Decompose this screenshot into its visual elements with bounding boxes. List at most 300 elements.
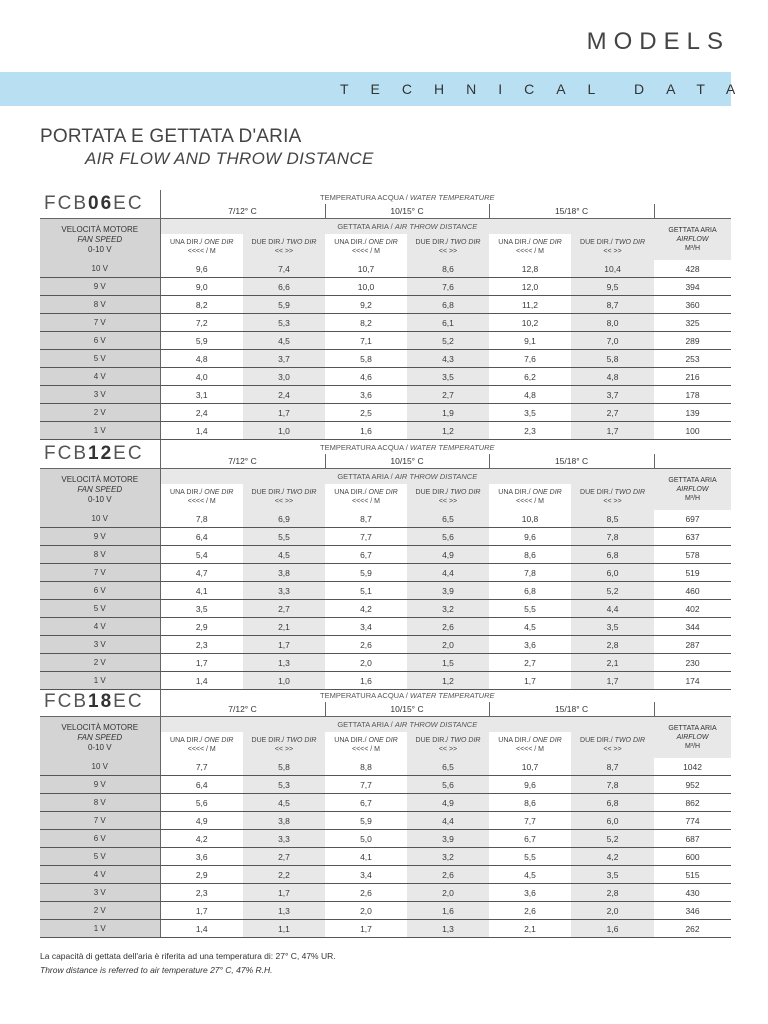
table-row bbox=[40, 672, 731, 690]
two-dir-cell: 3,5 bbox=[407, 368, 489, 386]
model-prefix: FCB bbox=[44, 443, 88, 464]
model-suffix: EC bbox=[113, 443, 144, 464]
fan-speed-cell: 1 V bbox=[40, 920, 160, 938]
one-dir-cell: 3,6 bbox=[325, 386, 407, 404]
one-dir-cell: 9,6 bbox=[489, 528, 571, 546]
two-dir-cell: 4,5 bbox=[243, 546, 325, 564]
one-dir-cell: 3,4 bbox=[325, 618, 407, 636]
two-dir-cell: 4,5 bbox=[243, 332, 325, 350]
two-dir-header: DUE DIR./ TWO DIR << >> bbox=[407, 234, 489, 260]
two-dir-cell: 7,8 bbox=[571, 776, 654, 794]
one-dir-header: UNA DIR./ ONE DIR <<<< / M bbox=[325, 234, 407, 260]
one-dir-cell: 4,9 bbox=[160, 812, 243, 830]
airflow-cell: 262 bbox=[654, 920, 731, 938]
two-dir-cell: 1,7 bbox=[243, 404, 325, 422]
one-dir-cell: 9,2 bbox=[325, 296, 407, 314]
one-dir-cell: 3,1 bbox=[160, 386, 243, 404]
table-row bbox=[40, 902, 731, 920]
two-dir-cell: 6,5 bbox=[407, 758, 489, 776]
two-dir-cell: 6,0 bbox=[571, 564, 654, 582]
one-dir-header: UNA DIR./ ONE DIR <<<< / M bbox=[160, 484, 243, 510]
two-dir-cell: 3,3 bbox=[243, 830, 325, 848]
one-dir-cell: 7,8 bbox=[160, 510, 243, 528]
two-dir-cell: 5,6 bbox=[407, 528, 489, 546]
one-dir-cell: 7,7 bbox=[489, 812, 571, 830]
one-dir-cell: 9,6 bbox=[489, 776, 571, 794]
two-dir-cell: 6,9 bbox=[243, 510, 325, 528]
throw-table-fcb06ec bbox=[40, 190, 731, 440]
one-dir-cell: 3,5 bbox=[489, 404, 571, 422]
footnote-italian: La capacità di gettata dell'aria è riferita ad una temperatura di: 27° C, 47% UR. bbox=[40, 951, 336, 961]
fan-speed-cell: 3 V bbox=[40, 386, 160, 404]
fan-speed-cell: 3 V bbox=[40, 884, 160, 902]
one-dir-cell: 5,1 bbox=[325, 582, 407, 600]
two-dir-cell: 4,4 bbox=[571, 600, 654, 618]
table-row bbox=[40, 830, 731, 848]
airflow-cell: 253 bbox=[654, 350, 731, 368]
two-dir-cell: 2,7 bbox=[407, 386, 489, 404]
fan-speed-cell: 6 V bbox=[40, 582, 160, 600]
one-dir-cell: 1,4 bbox=[160, 920, 243, 938]
fan-speed-cell: 9 V bbox=[40, 528, 160, 546]
two-dir-header: DUE DIR./ TWO DIR << >> bbox=[571, 234, 654, 260]
airflow-cell: 774 bbox=[654, 812, 731, 830]
models-header: MODELS bbox=[586, 28, 730, 55]
airflow-cell: 460 bbox=[654, 582, 731, 600]
model-number: 06 bbox=[88, 193, 114, 214]
two-dir-cell: 9,5 bbox=[571, 278, 654, 296]
technical-data-band bbox=[0, 72, 758, 106]
two-dir-cell: 6,5 bbox=[407, 510, 489, 528]
two-dir-cell: 8,5 bbox=[571, 510, 654, 528]
temp-10-15: 10/15° C bbox=[325, 454, 489, 469]
airflow-cell: 402 bbox=[654, 600, 731, 618]
table-row bbox=[40, 278, 731, 296]
airflow-header: GETTATA ARIA AIRFLOW M³/H bbox=[654, 717, 731, 759]
one-dir-cell: 5,5 bbox=[489, 848, 571, 866]
model-number: 12 bbox=[88, 443, 114, 464]
one-dir-header: UNA DIR./ ONE DIR <<<< / M bbox=[489, 732, 571, 758]
two-dir-cell: 3,8 bbox=[243, 812, 325, 830]
two-dir-cell: 4,2 bbox=[571, 848, 654, 866]
fan-speed-cell: 8 V bbox=[40, 546, 160, 564]
one-dir-cell: 4,7 bbox=[160, 564, 243, 582]
airflow-cell: 600 bbox=[654, 848, 731, 866]
band-label-data: DATA bbox=[634, 81, 758, 97]
table-row bbox=[40, 528, 731, 546]
airflow-cell: 360 bbox=[654, 296, 731, 314]
two-dir-cell: 6,6 bbox=[243, 278, 325, 296]
one-dir-cell: 4,8 bbox=[160, 350, 243, 368]
fan-speed-cell: 9 V bbox=[40, 776, 160, 794]
two-dir-cell: 10,4 bbox=[571, 260, 654, 278]
one-dir-cell: 8,8 bbox=[325, 758, 407, 776]
one-dir-cell: 9,0 bbox=[160, 278, 243, 296]
two-dir-cell: 5,2 bbox=[407, 332, 489, 350]
fan-speed-cell: 5 V bbox=[40, 600, 160, 618]
two-dir-cell: 5,2 bbox=[571, 582, 654, 600]
one-dir-cell: 4,2 bbox=[160, 830, 243, 848]
one-dir-cell: 9,6 bbox=[160, 260, 243, 278]
two-dir-cell: 6,8 bbox=[571, 794, 654, 812]
two-dir-cell: 5,9 bbox=[243, 296, 325, 314]
two-dir-cell: 2,6 bbox=[407, 618, 489, 636]
two-dir-cell: 4,9 bbox=[407, 546, 489, 564]
one-dir-cell: 6,7 bbox=[325, 794, 407, 812]
two-dir-cell: 3,8 bbox=[243, 564, 325, 582]
two-dir-header: DUE DIR./ TWO DIR << >> bbox=[407, 484, 489, 510]
airflow-cell: 697 bbox=[654, 510, 731, 528]
two-dir-cell: 3,3 bbox=[243, 582, 325, 600]
airflow-header: GETTATA ARIA AIRFLOW M³/H bbox=[654, 219, 731, 261]
airflow-cell: 862 bbox=[654, 794, 731, 812]
two-dir-cell: 7,0 bbox=[571, 332, 654, 350]
table-row bbox=[40, 794, 731, 812]
airflow-cell: 344 bbox=[654, 618, 731, 636]
one-dir-header: UNA DIR./ ONE DIR <<<< / M bbox=[325, 484, 407, 510]
two-dir-cell: 1,1 bbox=[243, 920, 325, 938]
fan-speed-cell: 4 V bbox=[40, 368, 160, 386]
section-title-italian: PORTATA E GETTATA D'ARIA bbox=[40, 126, 302, 147]
airflow-cell: 289 bbox=[654, 332, 731, 350]
one-dir-cell: 3,6 bbox=[489, 884, 571, 902]
fan-speed-cell: 4 V bbox=[40, 618, 160, 636]
one-dir-cell: 7,7 bbox=[160, 758, 243, 776]
airflow-header: GETTATA ARIA AIRFLOW M³/H bbox=[654, 469, 731, 511]
fan-speed-header: VELOCITÀ MOTORE FAN SPEED 0-10 V bbox=[40, 219, 160, 261]
one-dir-cell: 8,6 bbox=[489, 546, 571, 564]
model-suffix: EC bbox=[113, 193, 144, 214]
two-dir-cell: 2,6 bbox=[407, 866, 489, 884]
one-dir-header: UNA DIR./ ONE DIR <<<< / M bbox=[325, 732, 407, 758]
airflow-cell: 578 bbox=[654, 546, 731, 564]
throw-distance-header: GETTATA ARIA / AIR THROW DISTANCE bbox=[160, 219, 654, 235]
two-dir-cell: 3,0 bbox=[243, 368, 325, 386]
table-row bbox=[40, 848, 731, 866]
one-dir-cell: 1,6 bbox=[325, 422, 407, 440]
airflow-cell: 346 bbox=[654, 902, 731, 920]
water-temperature-header: TEMPERATURA ACQUA / WATER TEMPERATURE bbox=[160, 688, 654, 702]
one-dir-cell: 3,4 bbox=[325, 866, 407, 884]
two-dir-header: DUE DIR./ TWO DIR << >> bbox=[243, 732, 325, 758]
airflow-cell: 287 bbox=[654, 636, 731, 654]
fan-speed-cell: 6 V bbox=[40, 830, 160, 848]
airflow-cell: 952 bbox=[654, 776, 731, 794]
one-dir-cell: 2,3 bbox=[160, 884, 243, 902]
airflow-cell: 637 bbox=[654, 528, 731, 546]
two-dir-cell: 4,4 bbox=[407, 564, 489, 582]
one-dir-cell: 10,2 bbox=[489, 314, 571, 332]
one-dir-cell: 12,8 bbox=[489, 260, 571, 278]
one-dir-cell: 9,1 bbox=[489, 332, 571, 350]
fan-speed-cell: 10 V bbox=[40, 758, 160, 776]
one-dir-cell: 6,8 bbox=[489, 582, 571, 600]
two-dir-cell: 1,6 bbox=[407, 902, 489, 920]
one-dir-cell: 2,3 bbox=[160, 636, 243, 654]
fan-speed-cell: 5 V bbox=[40, 848, 160, 866]
two-dir-cell: 1,7 bbox=[571, 672, 654, 690]
one-dir-header: UNA DIR./ ONE DIR <<<< / M bbox=[160, 234, 243, 260]
one-dir-cell: 2,0 bbox=[325, 654, 407, 672]
one-dir-cell: 6,2 bbox=[489, 368, 571, 386]
table-row bbox=[40, 758, 731, 776]
airflow-cell: 174 bbox=[654, 672, 731, 690]
two-dir-cell: 2,0 bbox=[407, 636, 489, 654]
one-dir-cell: 1,4 bbox=[160, 672, 243, 690]
table-row bbox=[40, 422, 731, 440]
two-dir-cell: 4,5 bbox=[243, 794, 325, 812]
two-dir-cell: 2,8 bbox=[571, 884, 654, 902]
table-row bbox=[40, 600, 731, 618]
one-dir-cell: 7,7 bbox=[325, 528, 407, 546]
two-dir-cell: 1,5 bbox=[407, 654, 489, 672]
two-dir-cell: 6,8 bbox=[407, 296, 489, 314]
one-dir-cell: 2,0 bbox=[325, 902, 407, 920]
fan-speed-cell: 10 V bbox=[40, 260, 160, 278]
one-dir-cell: 1,4 bbox=[160, 422, 243, 440]
band-label-technical: TECHNICAL bbox=[340, 81, 618, 97]
one-dir-cell: 3,6 bbox=[489, 636, 571, 654]
one-dir-cell: 7,7 bbox=[325, 776, 407, 794]
throw-distance-header: GETTATA ARIA / AIR THROW DISTANCE bbox=[160, 717, 654, 733]
one-dir-cell: 4,8 bbox=[489, 386, 571, 404]
airflow-cell: 230 bbox=[654, 654, 731, 672]
fan-speed-cell: 1 V bbox=[40, 672, 160, 690]
airflow-cell: 394 bbox=[654, 278, 731, 296]
airflow-cell: 687 bbox=[654, 830, 731, 848]
table-row bbox=[40, 314, 731, 332]
table-row bbox=[40, 296, 731, 314]
fan-speed-cell: 6 V bbox=[40, 332, 160, 350]
table-row bbox=[40, 510, 731, 528]
one-dir-cell: 2,9 bbox=[160, 618, 243, 636]
one-dir-cell: 11,2 bbox=[489, 296, 571, 314]
section-title-english: AIR FLOW AND THROW DISTANCE bbox=[85, 149, 374, 168]
fan-speed-cell: 10 V bbox=[40, 510, 160, 528]
one-dir-cell: 2,5 bbox=[325, 404, 407, 422]
two-dir-cell: 3,7 bbox=[243, 350, 325, 368]
fan-speed-cell: 9 V bbox=[40, 278, 160, 296]
fan-speed-cell: 8 V bbox=[40, 296, 160, 314]
one-dir-cell: 5,5 bbox=[489, 600, 571, 618]
one-dir-cell: 7,2 bbox=[160, 314, 243, 332]
two-dir-cell: 2,4 bbox=[243, 386, 325, 404]
one-dir-cell: 8,7 bbox=[325, 510, 407, 528]
table-row bbox=[40, 350, 731, 368]
two-dir-cell: 1,3 bbox=[243, 654, 325, 672]
one-dir-header: UNA DIR./ ONE DIR <<<< / M bbox=[160, 732, 243, 758]
two-dir-cell: 1,0 bbox=[243, 422, 325, 440]
one-dir-header: UNA DIR./ ONE DIR <<<< / M bbox=[489, 234, 571, 260]
one-dir-cell: 8,2 bbox=[160, 296, 243, 314]
temp-7-12: 7/12° C bbox=[160, 454, 325, 469]
two-dir-cell: 4,4 bbox=[407, 812, 489, 830]
fan-speed-cell: 7 V bbox=[40, 564, 160, 582]
one-dir-cell: 5,4 bbox=[160, 546, 243, 564]
two-dir-cell: 5,6 bbox=[407, 776, 489, 794]
temp-7-12: 7/12° C bbox=[160, 204, 325, 219]
two-dir-cell: 4,9 bbox=[407, 794, 489, 812]
airflow-cell: 325 bbox=[654, 314, 731, 332]
one-dir-cell: 2,6 bbox=[325, 636, 407, 654]
table-row bbox=[40, 636, 731, 654]
fan-speed-header: VELOCITÀ MOTORE FAN SPEED 0-10 V bbox=[40, 469, 160, 511]
one-dir-cell: 8,6 bbox=[489, 794, 571, 812]
two-dir-cell: 5,3 bbox=[243, 314, 325, 332]
one-dir-cell: 12,0 bbox=[489, 278, 571, 296]
two-dir-cell: 8,7 bbox=[571, 296, 654, 314]
two-dir-cell: 2,7 bbox=[243, 600, 325, 618]
throw-distance-header: GETTATA ARIA / AIR THROW DISTANCE bbox=[160, 469, 654, 485]
one-dir-cell: 10,0 bbox=[325, 278, 407, 296]
two-dir-cell: 6,1 bbox=[407, 314, 489, 332]
temp-10-15: 10/15° C bbox=[325, 204, 489, 219]
two-dir-cell: 2,0 bbox=[571, 902, 654, 920]
airflow-cell: 515 bbox=[654, 866, 731, 884]
table-row bbox=[40, 654, 731, 672]
airflow-cell: 139 bbox=[654, 404, 731, 422]
table-row bbox=[40, 386, 731, 404]
temp-7-12: 7/12° C bbox=[160, 702, 325, 717]
table-row bbox=[40, 866, 731, 884]
one-dir-cell: 4,1 bbox=[325, 848, 407, 866]
fan-speed-cell: 2 V bbox=[40, 654, 160, 672]
model-number: 18 bbox=[88, 691, 114, 712]
water-temperature-header: TEMPERATURA ACQUA / WATER TEMPERATURE bbox=[160, 190, 654, 204]
fan-speed-cell: 8 V bbox=[40, 794, 160, 812]
one-dir-cell: 5,9 bbox=[160, 332, 243, 350]
two-dir-cell: 3,9 bbox=[407, 830, 489, 848]
one-dir-cell: 4,5 bbox=[489, 866, 571, 884]
two-dir-cell: 2,2 bbox=[243, 866, 325, 884]
one-dir-cell: 1,7 bbox=[160, 902, 243, 920]
one-dir-cell: 7,6 bbox=[489, 350, 571, 368]
temp-10-15: 10/15° C bbox=[325, 702, 489, 717]
two-dir-cell: 2,7 bbox=[243, 848, 325, 866]
water-temperature-header: TEMPERATURA ACQUA / WATER TEMPERATURE bbox=[160, 440, 654, 454]
one-dir-cell: 10,7 bbox=[489, 758, 571, 776]
one-dir-header: UNA DIR./ ONE DIR <<<< / M bbox=[489, 484, 571, 510]
fan-speed-cell: 4 V bbox=[40, 866, 160, 884]
two-dir-cell: 1,3 bbox=[407, 920, 489, 938]
table-row bbox=[40, 920, 731, 938]
airflow-cell: 100 bbox=[654, 422, 731, 440]
two-dir-cell: 3,5 bbox=[571, 866, 654, 884]
one-dir-cell: 5,8 bbox=[325, 350, 407, 368]
footnote-english: Throw distance is referred to air temperature 27° C, 47% R.H. bbox=[40, 965, 273, 975]
one-dir-cell: 5,6 bbox=[160, 794, 243, 812]
airflow-cell: 216 bbox=[654, 368, 731, 386]
two-dir-cell: 8,7 bbox=[571, 758, 654, 776]
airflow-cell: 1042 bbox=[654, 758, 731, 776]
fan-speed-cell: 3 V bbox=[40, 636, 160, 654]
two-dir-cell: 6,8 bbox=[571, 546, 654, 564]
fan-speed-cell: 2 V bbox=[40, 902, 160, 920]
two-dir-header: DUE DIR./ TWO DIR << >> bbox=[243, 484, 325, 510]
table-row bbox=[40, 618, 731, 636]
two-dir-cell: 2,1 bbox=[243, 618, 325, 636]
one-dir-cell: 2,7 bbox=[489, 654, 571, 672]
two-dir-cell: 2,7 bbox=[571, 404, 654, 422]
two-dir-header: DUE DIR./ TWO DIR << >> bbox=[571, 484, 654, 510]
two-dir-header: DUE DIR./ TWO DIR << >> bbox=[243, 234, 325, 260]
one-dir-cell: 2,4 bbox=[160, 404, 243, 422]
two-dir-cell: 3,2 bbox=[407, 848, 489, 866]
two-dir-header: DUE DIR./ TWO DIR << >> bbox=[571, 732, 654, 758]
model-prefix: FCB bbox=[44, 193, 88, 214]
table-row bbox=[40, 546, 731, 564]
one-dir-cell: 4,1 bbox=[160, 582, 243, 600]
throw-table-fcb12ec bbox=[40, 440, 731, 690]
table-row bbox=[40, 332, 731, 350]
one-dir-cell: 3,6 bbox=[160, 848, 243, 866]
airflow-cell: 519 bbox=[654, 564, 731, 582]
fan-speed-header: VELOCITÀ MOTORE FAN SPEED 0-10 V bbox=[40, 717, 160, 759]
two-dir-cell: 1,9 bbox=[407, 404, 489, 422]
two-dir-cell: 1,2 bbox=[407, 672, 489, 690]
two-dir-cell: 7,6 bbox=[407, 278, 489, 296]
throw-table-fcb18ec bbox=[40, 688, 731, 938]
table-row bbox=[40, 368, 731, 386]
table-row bbox=[40, 812, 731, 830]
table-row bbox=[40, 582, 731, 600]
two-dir-cell: 1,3 bbox=[243, 902, 325, 920]
one-dir-cell: 6,7 bbox=[325, 546, 407, 564]
one-dir-cell: 6,7 bbox=[489, 830, 571, 848]
table-row bbox=[40, 884, 731, 902]
temp-15-18: 15/18° C bbox=[489, 204, 654, 219]
two-dir-cell: 1,2 bbox=[407, 422, 489, 440]
one-dir-cell: 2,6 bbox=[325, 884, 407, 902]
two-dir-cell: 7,8 bbox=[571, 528, 654, 546]
one-dir-cell: 4,6 bbox=[325, 368, 407, 386]
one-dir-cell: 4,0 bbox=[160, 368, 243, 386]
one-dir-cell: 5,9 bbox=[325, 564, 407, 582]
two-dir-cell: 6,0 bbox=[571, 812, 654, 830]
temp-15-18: 15/18° C bbox=[489, 702, 654, 717]
one-dir-cell: 3,5 bbox=[160, 600, 243, 618]
two-dir-cell: 2,1 bbox=[571, 654, 654, 672]
two-dir-cell: 4,3 bbox=[407, 350, 489, 368]
temp-15-18: 15/18° C bbox=[489, 454, 654, 469]
one-dir-cell: 1,7 bbox=[489, 672, 571, 690]
two-dir-cell: 5,5 bbox=[243, 528, 325, 546]
airflow-cell: 178 bbox=[654, 386, 731, 404]
one-dir-cell: 4,2 bbox=[325, 600, 407, 618]
two-dir-cell: 8,0 bbox=[571, 314, 654, 332]
one-dir-cell: 7,8 bbox=[489, 564, 571, 582]
one-dir-cell: 10,8 bbox=[489, 510, 571, 528]
two-dir-cell: 2,8 bbox=[571, 636, 654, 654]
one-dir-cell: 6,4 bbox=[160, 528, 243, 546]
table-row bbox=[40, 260, 731, 278]
fan-speed-cell: 7 V bbox=[40, 812, 160, 830]
two-dir-cell: 5,8 bbox=[243, 758, 325, 776]
airflow-cell: 430 bbox=[654, 884, 731, 902]
one-dir-cell: 1,7 bbox=[160, 654, 243, 672]
one-dir-cell: 2,3 bbox=[489, 422, 571, 440]
one-dir-cell: 1,7 bbox=[325, 920, 407, 938]
fan-speed-cell: 7 V bbox=[40, 314, 160, 332]
one-dir-cell: 5,9 bbox=[325, 812, 407, 830]
two-dir-cell: 5,8 bbox=[571, 350, 654, 368]
two-dir-cell: 1,7 bbox=[571, 422, 654, 440]
two-dir-cell: 3,2 bbox=[407, 600, 489, 618]
two-dir-cell: 2,0 bbox=[407, 884, 489, 902]
one-dir-cell: 8,2 bbox=[325, 314, 407, 332]
table-row bbox=[40, 404, 731, 422]
model-suffix: EC bbox=[113, 691, 144, 712]
